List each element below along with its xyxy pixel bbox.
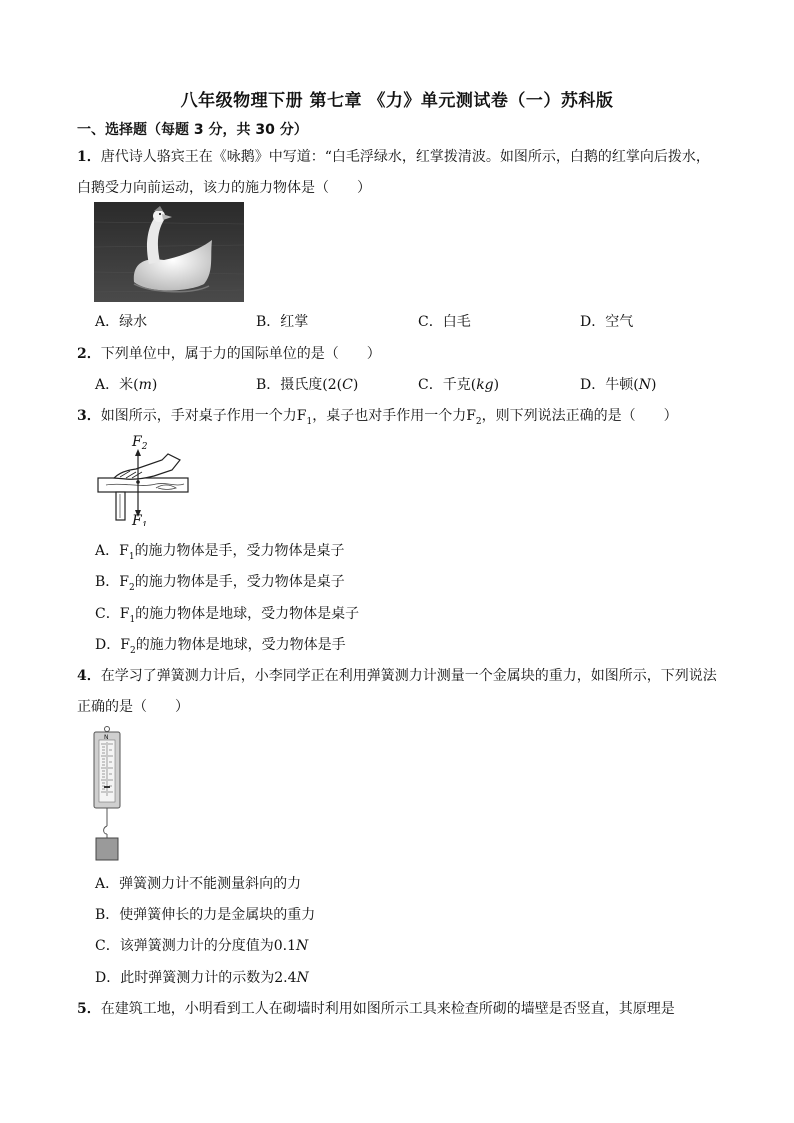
question-4-line-2: 正确的是（ ）	[77, 699, 189, 715]
label-f2: $F_2$	[132, 434, 148, 452]
q1-option-d[interactable]: D．空气	[580, 314, 634, 330]
q4-option-c[interactable]: C．该弹簧测力计的分度值为0.1N	[95, 938, 309, 954]
label-f1: $F_1$	[132, 513, 148, 526]
section-heading: 一、选择题（每题 3 分，共 30 分）	[77, 122, 308, 138]
swan-image	[94, 202, 244, 302]
q3-option-d[interactable]: D．$F_2$的施力物体是地球，受力物体是手	[95, 637, 346, 656]
q1-option-b[interactable]: B．红掌	[256, 314, 309, 330]
q2-option-a[interactable]: A．米(m)	[95, 377, 158, 393]
page-title: 八年级物理下册 第七章 《力》单元测试卷（一）苏科版	[180, 91, 614, 111]
q3-option-b[interactable]: B．$F_2$的施力物体是手，受力物体是桌子	[95, 574, 345, 593]
scale-unit-label: N	[104, 734, 109, 741]
question-5-line-1: 5．在建筑工地，小明看到工人在砌墙时利用如图所示工具来检查所砌的墙壁是否竖直，其原理是	[77, 1001, 675, 1017]
q2-option-d[interactable]: D．牛顿(N)	[580, 377, 657, 393]
q2-option-c[interactable]: C．千克(kg)	[418, 377, 500, 393]
question-2-line-1: 2．下列单位中，属于力的国际单位的是（ ）	[77, 346, 381, 362]
q4-option-b[interactable]: B．使弹簧伸长的力是金属块的重力	[95, 907, 316, 923]
q4-option-d[interactable]: D．此时弹簧测力计的示数为2.4N	[95, 970, 309, 986]
q3-option-a[interactable]: A．$F_1$的施力物体是手，受力物体是桌子	[95, 543, 345, 562]
question-1-line-1: 1．唐代诗人骆宾王在《咏鹅》中写道：“白毛浮绿水，红掌拨清波。如图所示，白鹅的红掌向后拨水，	[77, 149, 710, 165]
q2-option-b[interactable]: B．摄氏度(2(C)	[256, 377, 359, 393]
q3-option-c[interactable]: C．$F_1$的施力物体是地球，受力物体是桌子	[95, 606, 360, 625]
question-3-line-1: 3．如图所示，手对桌子作用一个力$F_1$，桌子也对手作用一个力$F_2$，则下列说法正确的是（ ）	[77, 408, 678, 427]
q1-option-a[interactable]: A．绿水	[95, 314, 148, 330]
hand-table-figure	[96, 432, 192, 526]
q4-option-a[interactable]: A．弹簧测力计不能测量斜向的力	[95, 876, 302, 892]
q1-option-c[interactable]: C．白毛	[418, 314, 471, 330]
question-4-line-1: 4．在学习了弹簧测力计后，小李同学正在利用弹簧测力计测量一个金属块的重力，如图所示，下列说法	[77, 668, 717, 684]
spring-scale-figure	[92, 726, 126, 862]
question-1-line-2: 白鹅受力向前运动，该力的施力物体是（ ）	[77, 180, 371, 196]
